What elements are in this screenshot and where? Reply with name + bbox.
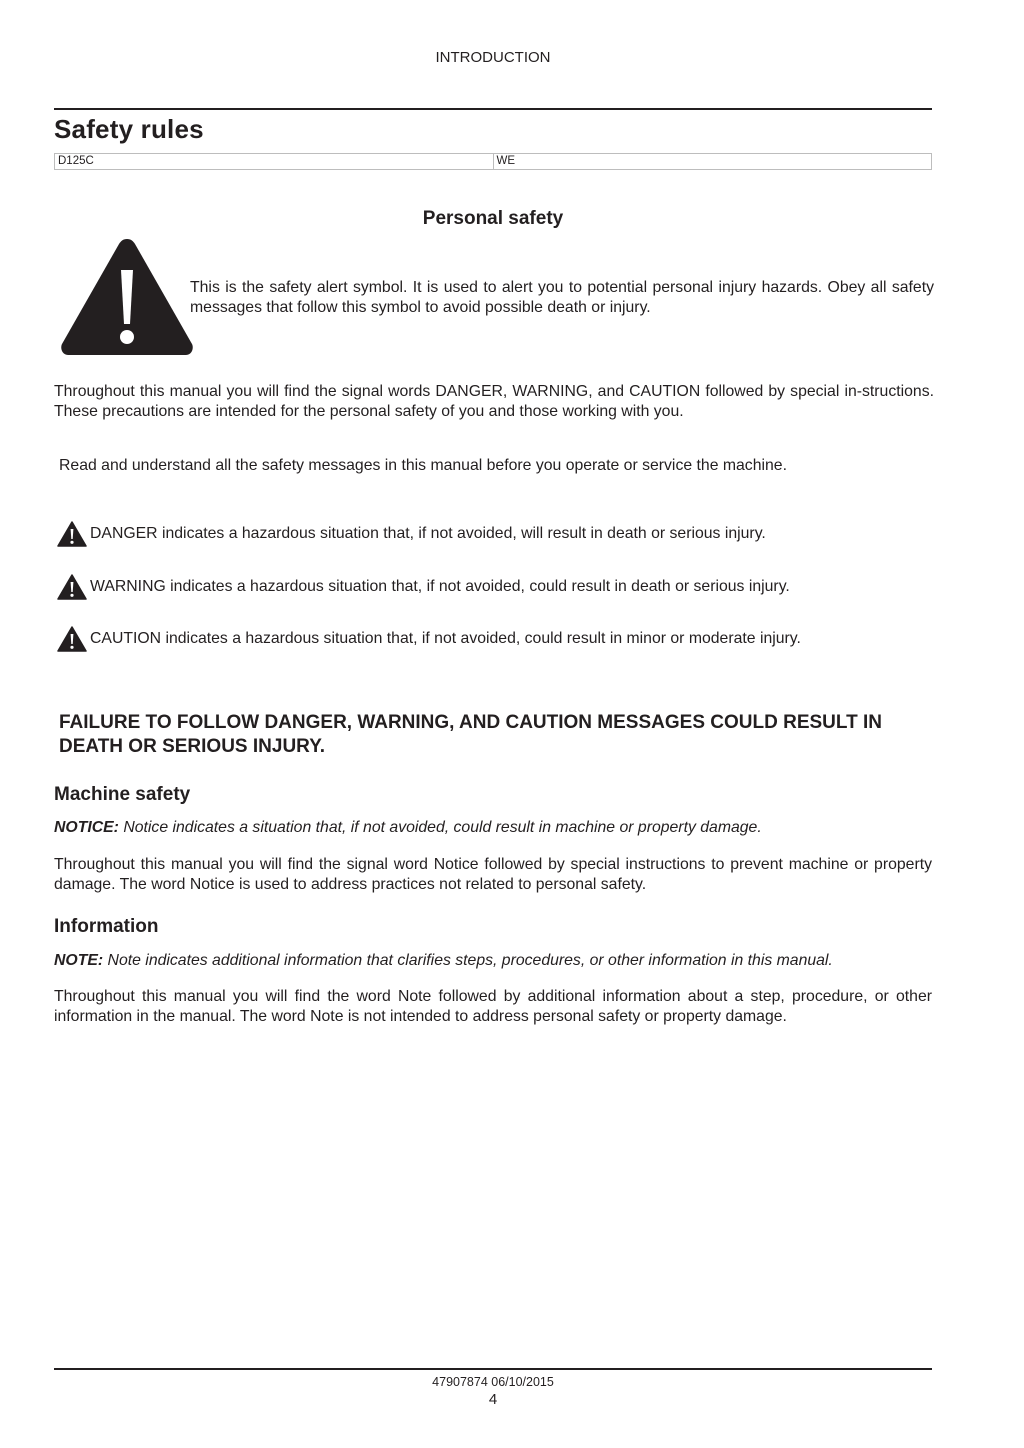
warning-row	[57, 574, 937, 600]
page-title: Safety rules	[54, 114, 204, 144]
note-paragraph: Throughout this manual you will find the word Note followed by additional information about a step, procedure, or other information in the manual. The word Note is not intended to address personal safety or property damage.	[54, 988, 932, 1025]
alert-symbol-description: This is the safety alert symbol. It is used to alert you to potential personal injury hazards. Obey all safety messages that follow this symbol to avoid possible death or injury.	[190, 279, 934, 316]
warning-triangle-icon	[57, 626, 87, 652]
danger-definition: DANGER indicates a hazardous situation that, if not avoided, will result in death or serious injury.	[90, 525, 766, 542]
failure-warning: FAILURE TO FOLLOW DANGER, WARNING, AND CAUTION MESSAGES COULD RESULT IN DEATH OR SERIOUS INJURY.	[59, 712, 882, 757]
header-rule	[54, 108, 932, 110]
running-header: INTRODUCTION	[435, 49, 551, 66]
danger-row	[57, 521, 937, 547]
applicability-table	[54, 153, 932, 170]
notice-text: Notice indicates a situation that, if not avoided, could result in machine or property damage.	[123, 819, 762, 836]
notice-label: NOTICE:	[54, 819, 119, 836]
footer-rule	[54, 1368, 932, 1370]
warning-triangle-icon	[57, 574, 87, 600]
information-heading: Information	[54, 916, 159, 937]
caution-definition: CAUTION indicates a hazardous situation that, if not avoided, could result in minor or moderate injury.	[90, 630, 801, 647]
notice-statement	[54, 818, 934, 838]
warning-triangle-icon	[57, 521, 87, 547]
caution-row	[57, 626, 937, 652]
machine-safety-heading: Machine safety	[54, 784, 191, 805]
read-messages-paragraph: Read and understand all the safety messages in this manual before you operate or service the machine.	[59, 457, 787, 474]
footer-document-reference: 47907874 06/10/2015	[432, 1375, 554, 1389]
warning-definition: WARNING indicates a hazardous situation that, if not avoided, could result in death or serious injury.	[90, 578, 790, 595]
region-cell: WE	[493, 154, 932, 169]
safety-alert-icon	[58, 236, 196, 358]
note-statement	[54, 951, 934, 971]
note-text: Note indicates additional information that clarifies steps, procedures, or other information in this manual.	[107, 952, 833, 969]
signal-words-paragraph: Throughout this manual you will find the signal words DANGER, WARNING, and CAUTION followed by special in-structions. These precautions are intended for the personal safety of you and those working with you.	[54, 383, 934, 420]
model-cell: D125C	[58, 155, 94, 167]
personal-safety-heading: Personal safety	[422, 208, 564, 229]
page-number: 4	[488, 1391, 498, 1408]
notice-paragraph: Throughout this manual you will find the signal word Notice followed by special instructions to prevent machine or property damage. The word Notice is used to address practices not related to personal safety.	[54, 856, 932, 893]
note-label: NOTE:	[54, 952, 104, 969]
